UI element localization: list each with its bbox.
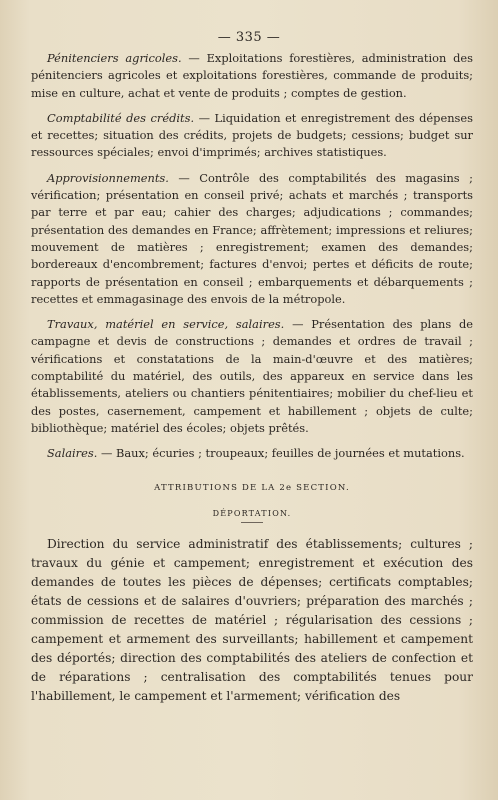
paragraph-heading: Salaires. <box>47 446 98 461</box>
sub-heading: DÉPORTATION. <box>212 508 292 518</box>
page-number: — 335 — <box>217 30 281 45</box>
paragraph-text: — Liquidation et enregistrement des dépenses et recettes; situation des crédits, projets de budgets; cessions; budget sur ressources spéciales; envoi d'imprimés; archives statistiques. <box>31 110 473 160</box>
paragraph-heading: Comptabilité des crédits. <box>47 110 195 125</box>
paragraph-heading: Pénitenciers agricoles. <box>47 51 182 65</box>
body-paragraph: Direction du service administratif des établissements; cultures ; travaux du génie et campement; enregistrement et exécution des demandes de toutes les pièces de dépenses; certificats comptables; états de cessions et de salaires d'ouvriers; préparation des marchés ; commission de recettes de matériel ; régularisation des cessions ; campement et armement des surveillants; habillement et campement des déportés; direction des comptabilités des ateliers de confection et de réparations ; centralisation des comptabilités tenues pour l'habillement, le campement et l'armement; vérification des <box>31 536 473 703</box>
paragraph-comptabilite <box>31 110 473 162</box>
paragraph-salaires <box>31 445 473 462</box>
divider-rule <box>241 522 263 523</box>
paragraph-text: — Exploitations forestières, administration des pénitenciers agricoles et exploitations forestières, commande de produits; mise en culture, achat et vente de produits ; comptes de gestion. <box>31 51 473 100</box>
paragraph-travaux <box>31 316 473 437</box>
paragraph-heading: Approvisionnements. <box>47 170 169 185</box>
section-heading: ATTRIBUTIONS DE LA 2e SECTION. <box>154 482 350 493</box>
paragraph-heading: Travaux, matériel en service, salaires. <box>47 317 285 332</box>
paragraph-penitenciers <box>31 50 473 102</box>
paragraph-text: — Contrôle des comptabilités des magasins ; vérification; présentation en conseil privé; achats et marchés ; transports par terre et par eau; cahier des charges; adjudications ; commandes; présentation des demandes en France; affrètement; impressions et reliures; mouvement de matières ; enregistrement; examen des demandes; bordereaux d'encombrement; factures d'envoi; pertes et déficits de route; rapports de présentation en conseil ; embarquements et débarquements ; recettes et emmagasinage des envois de la métropole. <box>31 170 473 306</box>
page-content <box>31 50 473 706</box>
paragraph-text: — Présentation des plans de campagne et devis de constructions ; demandes et ordres de travail ; vérifications et constatations de la main-d'œuvre et des matières; comptabilité du matériel, des outils, des appareux en service dans les établissements, ateliers ou chantiers pénitentiaires; mobilier du chef-lieu et des postes, casernement, campement et habillement ; objets de culte; bibliothèque; matériel des écoles; objets prêtés. <box>31 317 473 435</box>
paragraph-text: — Baux; écuries ; troupeaux; feuilles de journées et mutations. <box>97 446 465 461</box>
paragraph-approvisionnements <box>31 170 473 308</box>
